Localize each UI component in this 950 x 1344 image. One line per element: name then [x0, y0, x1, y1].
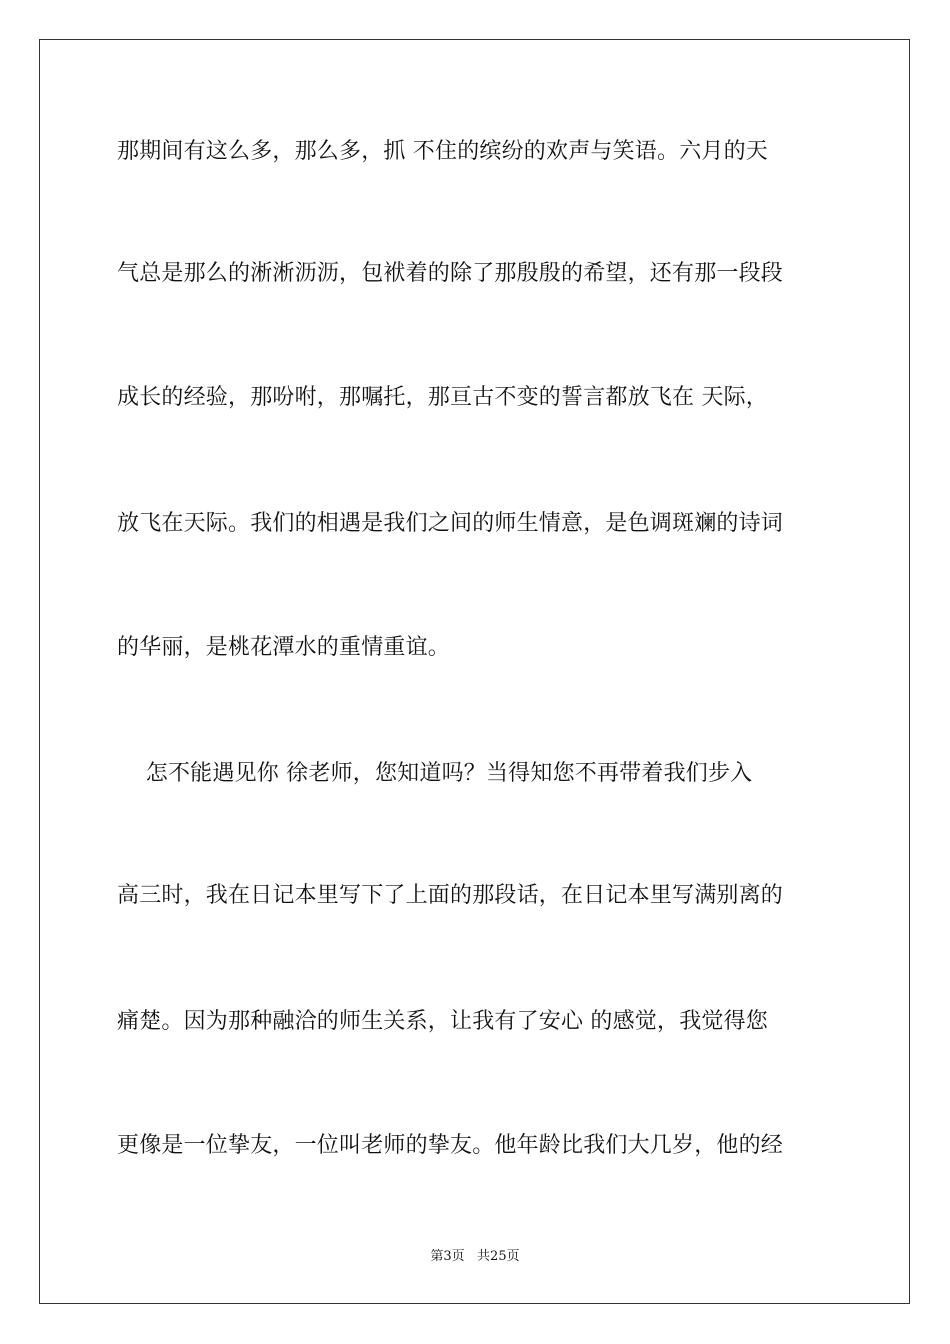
- text-line: 放飞在天际。我们的相遇是我们之间的师生情意，是色调斑斓的诗词: [117, 511, 784, 536]
- text-line: 怎不能遇见你 徐老师，您知道吗？当得知您不再带着我们步入: [117, 761, 753, 786]
- text-line: 痛楚。因为那种融洽的师生关系，让我有了安心 的感觉，我觉得您: [117, 1009, 768, 1034]
- text-line: 成长的经验，那吩咐，那嘱托，那亘古不变的誓言都放飞在 天际，: [117, 385, 768, 410]
- text-line: 气总是那么的淅淅沥沥，包袱着的除了那殷殷的希望，还有那一段段: [117, 261, 784, 286]
- page-border: [39, 39, 910, 1304]
- text-line: 高三时，我在日记本里写下了上面的那段话，在日记本里写满别离的: [117, 883, 784, 908]
- text-line: 更像是一位挚友，一位叫老师的挚友。他年龄比我们大几岁，他的经: [117, 1133, 784, 1158]
- page-number-footer: 第3页 共25页: [430, 1249, 520, 1264]
- text-line: 的华丽，是桃花潭水的重情重谊。: [117, 635, 451, 660]
- text-line: 那期间有这么多，那么多，抓 不住的缤纷的欢声与笑语。六月的天: [117, 139, 768, 164]
